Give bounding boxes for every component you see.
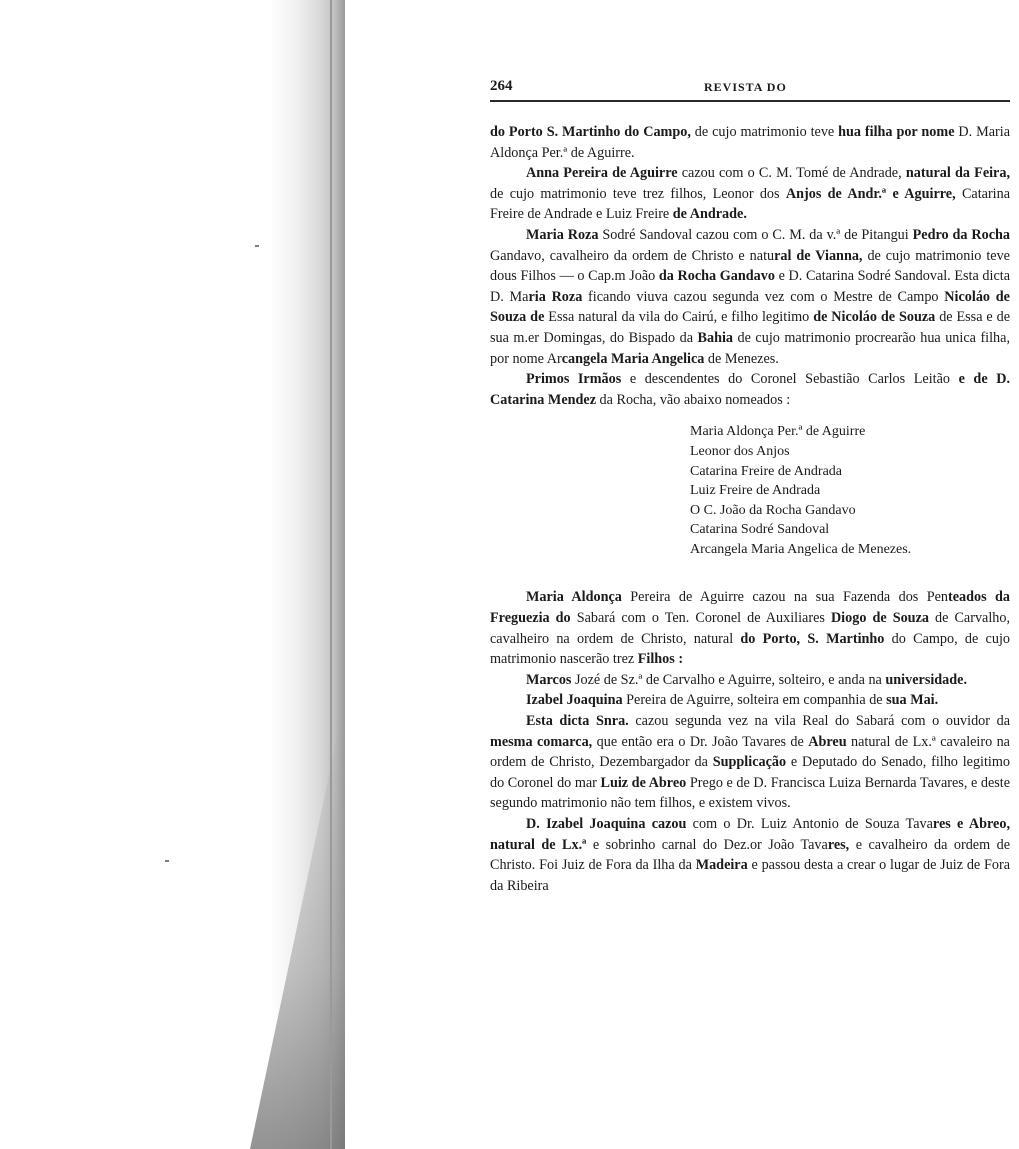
- paragraph-1: [490, 122, 1010, 163]
- text: e D. Catarina Sodré Sandoval. Esta dicta D. Ma: [490, 268, 1011, 305]
- list-item: Catarina Sodré Sandoval: [690, 522, 830, 538]
- text: de cujo matrimonio procrearão hua unica filha, por nome Ar: [490, 329, 1010, 367]
- text-bold: universidade.: [885, 671, 967, 688]
- text-bold: Maria Roza: [526, 226, 599, 243]
- text-bold: Abreu: [808, 733, 847, 750]
- text: natural de Lx.ª cavaleiro na ordem de Christo, Dezembargador da: [490, 733, 1010, 771]
- paragraph-3: [490, 225, 1010, 369]
- paragraph-8: [490, 711, 1010, 814]
- text-bold: D. Izabel Joaquina cazou: [526, 816, 687, 832]
- scan-speck: [165, 860, 169, 862]
- text: da Rocha, vão abaixo nomeados :: [596, 391, 791, 408]
- text: Pereira de Aguirre cazou na sua Fazenda dos Pen: [621, 589, 948, 606]
- list-item: O C. João da Rocha Gandavo: [690, 502, 856, 518]
- running-head: REVISTA DO: [704, 80, 787, 94]
- paragraph-4: [490, 369, 1010, 410]
- text: ficando viuva cazou segunda vez com o Mestre de Campo: [582, 288, 945, 305]
- text-bold: mesma comarca,: [490, 733, 593, 750]
- text-bold: do Porto S. Martinho do Campo,: [490, 124, 691, 140]
- text-bold: Anjos de Andr.ª e Aguirre,: [785, 185, 956, 202]
- page-header: [490, 78, 1010, 102]
- text-bold: Filhos :: [637, 651, 684, 668]
- text-bold: Izabel Joaquina: [526, 692, 623, 709]
- page-number: 264: [490, 78, 513, 94]
- text: de cujo matrimonio teve dous Filhos — o Cap.m João: [490, 247, 1010, 285]
- text-bold: Nicoláo de Souza de: [490, 288, 1010, 326]
- text-bold: res e Abreo, natural de Lx.ª: [490, 816, 1010, 853]
- text: e passou desta a crear o lugar de Juiz de Fora da Ribeira: [490, 857, 1011, 894]
- text: Sodré Sandoval cazou com o C. M. da v.ª de Pitangui: [598, 226, 913, 243]
- list-item: Arcangela Maria Angelica de Menezes.: [690, 541, 912, 557]
- text: Pereira de Aguirre, solteira em companhia de: [622, 692, 887, 709]
- text-bold: natural da Feira,: [905, 165, 1010, 182]
- text-bold: Anna Pereira de Aguirre: [526, 165, 678, 182]
- paragraph-6: [490, 670, 1010, 691]
- text: de cujo matrimonio teve: [690, 124, 839, 140]
- text-bold: cangela Maria Angelica: [561, 350, 705, 367]
- text: cazou segunda vez na vila Real do Sabará com o ouvidor da: [628, 713, 1011, 730]
- text: e Deputado do Senado, filho legitimo do Coronel do mar: [490, 754, 1010, 791]
- text-bold: da Rocha Gandavo: [658, 268, 775, 285]
- text-bold: Maria Aldonça: [526, 589, 622, 606]
- text-bold: teados da Freguezia do: [490, 589, 1010, 627]
- text-bold: res,: [827, 836, 850, 853]
- text-bold: Diogo de Souza: [830, 610, 929, 627]
- paragraph-5: [490, 587, 1010, 669]
- text: e cavalheiro da ordem de Christo. Foi Juiz de Fora da Ilha da: [490, 836, 1010, 874]
- text: que então era o Dr. João Tavares de: [592, 733, 809, 750]
- paragraph-9: [490, 814, 1010, 896]
- text: D. Maria Aldonça Per.ª de Aguirre.: [490, 124, 1011, 161]
- page: [490, 78, 1010, 896]
- text: de cujo matrimonio teve trez filhos, Leonor dos: [490, 185, 786, 202]
- text-bold: Luiz de Abreo: [600, 774, 687, 791]
- text: de Carvalho, cavalheiro na ordem de Christo, natural: [490, 610, 1011, 647]
- text-bold: hua filha por nome: [838, 124, 955, 140]
- scan-speck: [255, 245, 259, 247]
- list-item: Leonor dos Anjos: [690, 443, 790, 459]
- book-spine: [330, 0, 332, 1149]
- list-item: Maria Aldonça Per.ª de Aguirre: [690, 424, 866, 440]
- text-bold: Bahia: [697, 329, 734, 346]
- list-item: Catarina Freire de Andrada: [690, 463, 842, 479]
- paragraph-7: [490, 690, 1010, 711]
- text-bold: Primos Irmãos: [526, 371, 622, 388]
- list-item: Luiz Freire de Andrada: [690, 483, 821, 499]
- text: Jozé de Sz.ª de Carvalho e Aguirre, solteiro, e anda na: [571, 671, 886, 688]
- text-bold: de Nicoláo de Souza: [813, 309, 936, 326]
- text: cazou com o C. M. Tomé de Andrade,: [677, 165, 906, 182]
- text-bold: Marcos: [526, 671, 572, 688]
- text: e descendentes do Coronel Sebastião Carlos Leitão: [621, 371, 959, 388]
- text: e sobrinho carnal do Dez.or João Tava: [586, 836, 828, 853]
- text: de Menezes.: [704, 350, 779, 367]
- text-bold: Esta dicta Snra.: [526, 713, 629, 730]
- text-bold: Supplicação: [712, 754, 787, 771]
- text-bold: de Andrade.: [672, 206, 747, 223]
- text: do Campo, de cujo matrimonio nascerão trez: [490, 630, 1010, 668]
- text: Catarina Freire de Andrade e Luiz Freire: [490, 185, 1010, 223]
- text-bold: ral de Vianna,: [774, 247, 863, 264]
- text: Gandavo, cavalheiro da ordem de Christo e natu: [490, 247, 775, 264]
- text-bold: sua Mai.: [886, 692, 939, 709]
- text-bold: do Porto, S. Martinho: [740, 630, 885, 647]
- body-text: [490, 122, 1010, 896]
- text-bold: Pedro da Rocha: [912, 226, 1010, 243]
- text: Sabará com o Ten. Coronel de Auxiliares: [570, 610, 831, 627]
- text: Essa natural da vila do Cairú, e filho legitimo: [544, 309, 814, 326]
- text: de Essa e de sua m.er Domingas, do Bispado da: [490, 309, 1011, 346]
- text: com o Dr. Luiz Antonio de Souza Tava: [686, 816, 933, 832]
- text: Prego e de D. Francisca Luiza Bernarda Tavares, e deste segundo matrimonio não tem filhos, e existem vivos.: [490, 774, 1010, 812]
- names-list: [690, 422, 1010, 559]
- text-bold: Madeira: [695, 857, 748, 874]
- text-bold: ria Roza: [528, 288, 583, 305]
- text-bold: e de D. Catarina Mendez: [490, 371, 1010, 408]
- paragraph-2: [490, 163, 1010, 225]
